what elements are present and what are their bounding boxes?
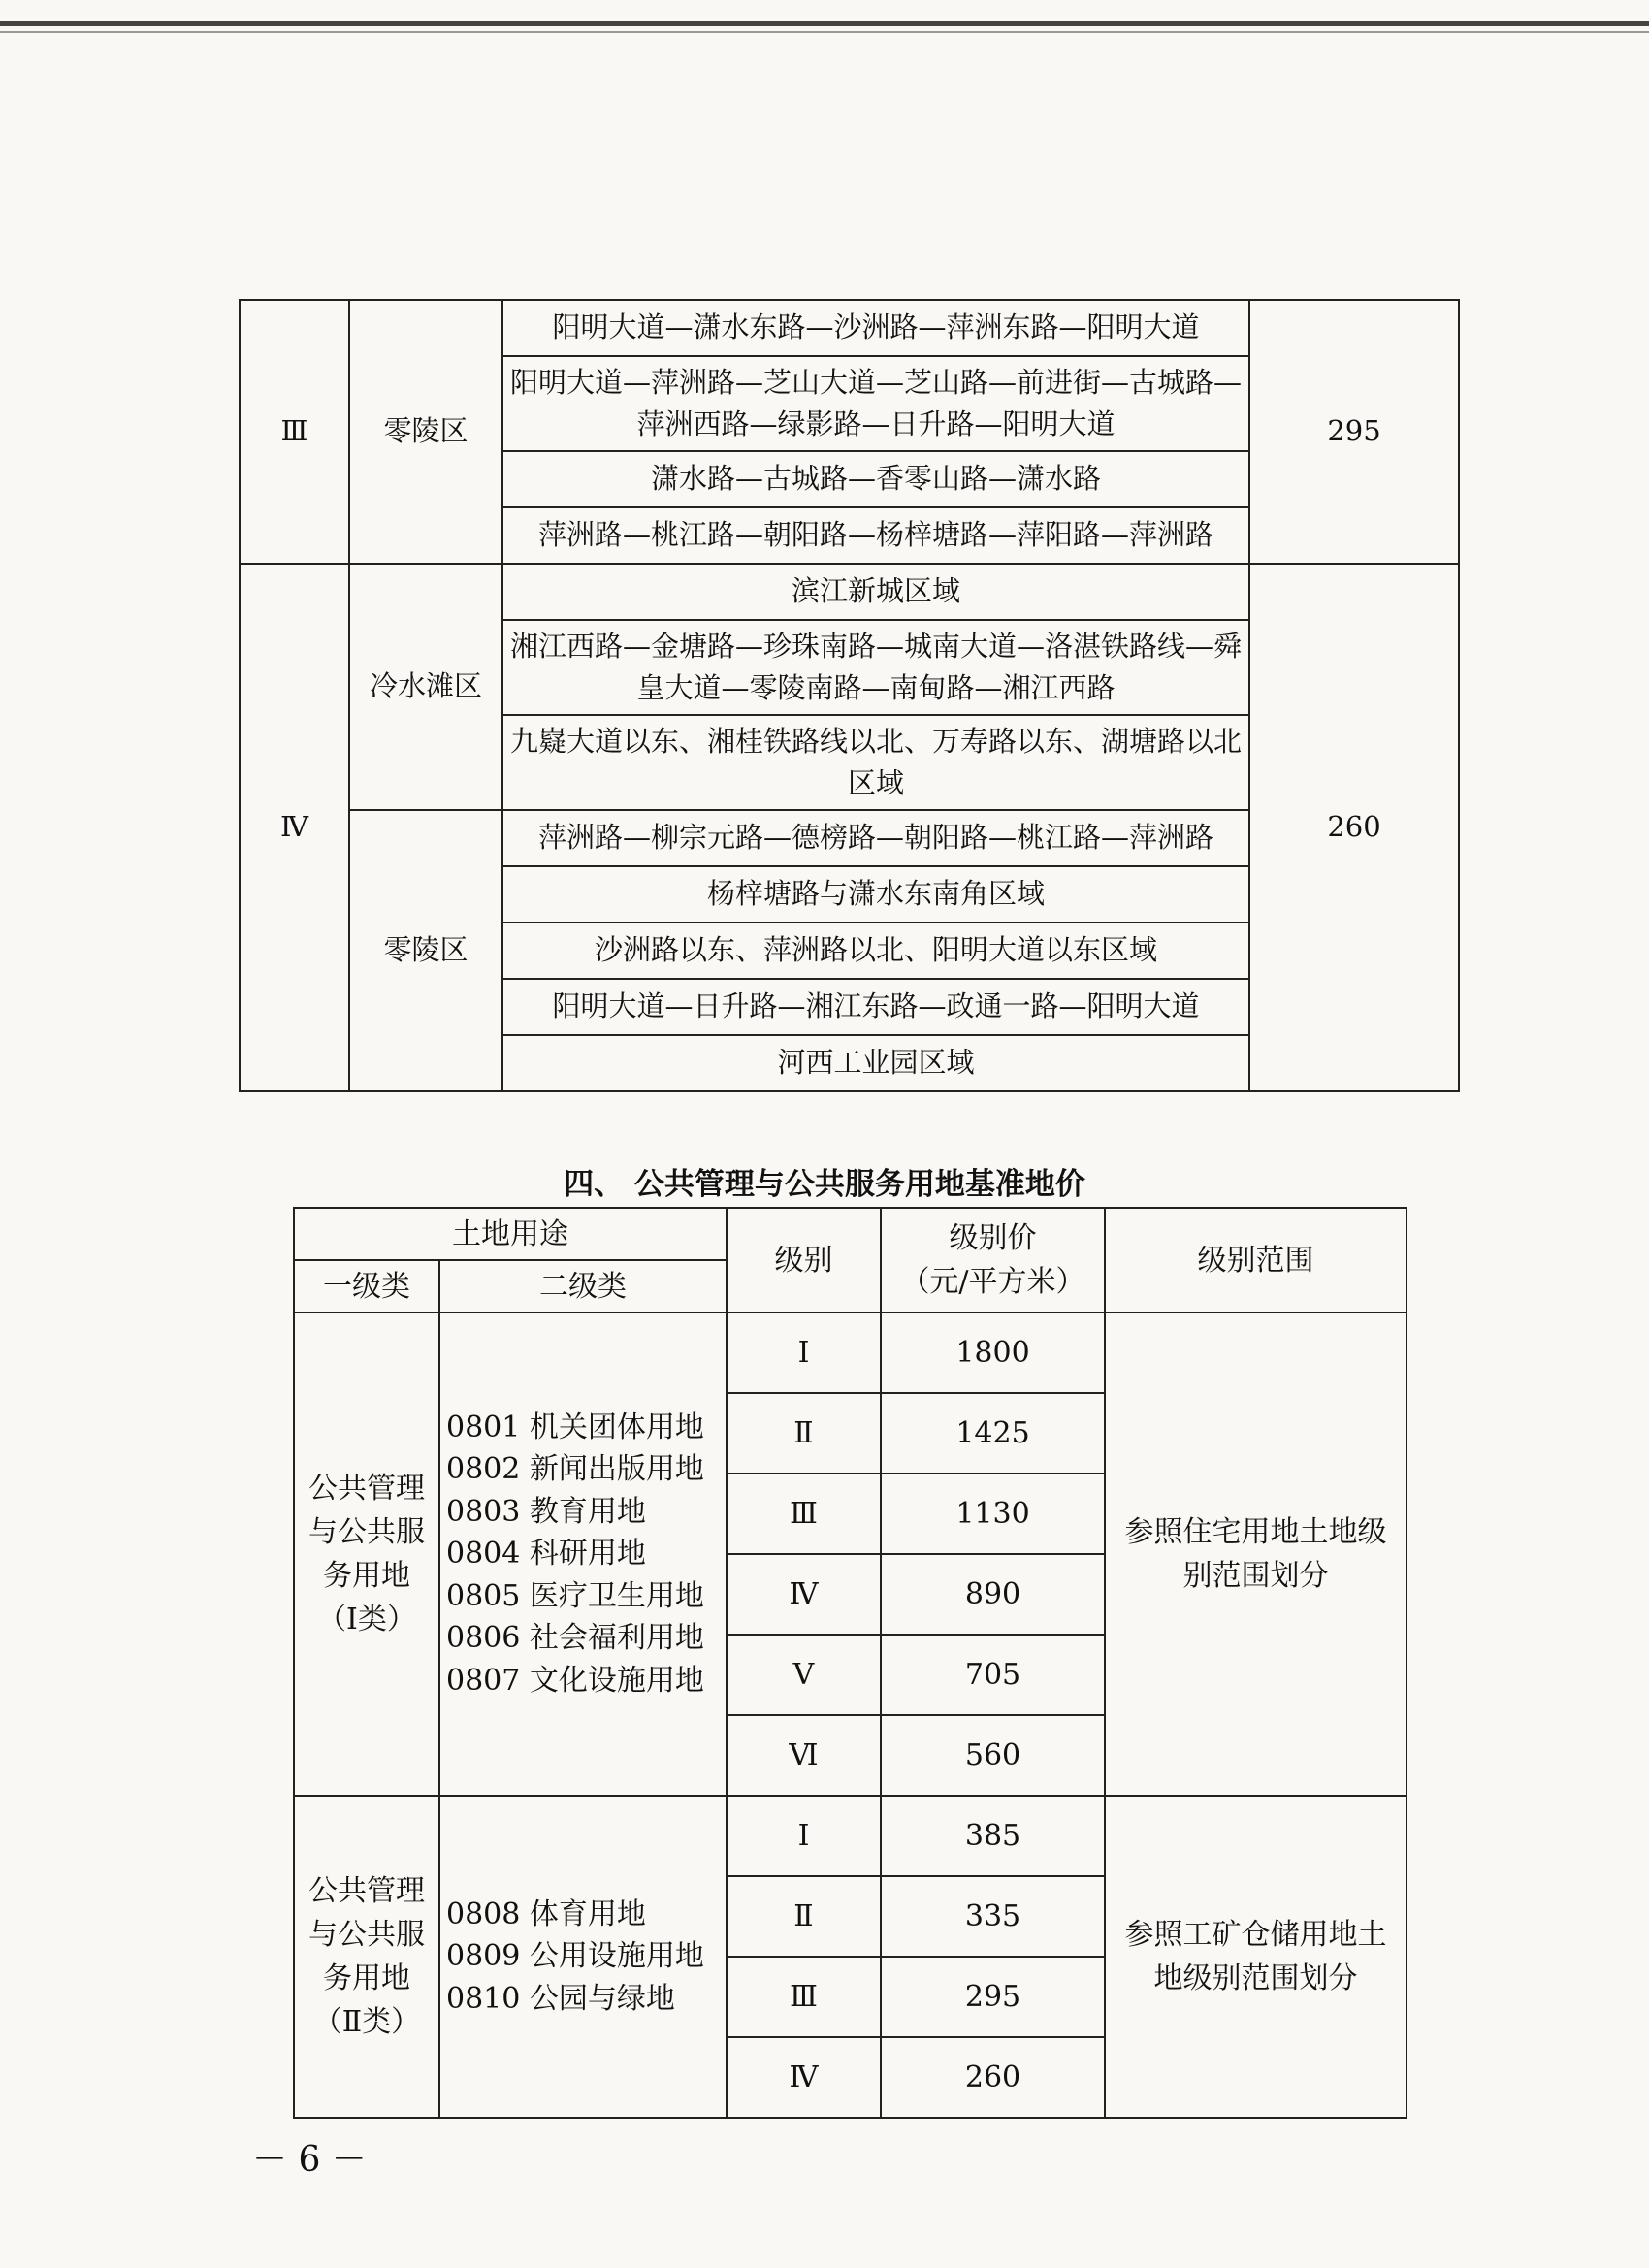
class2-name-cell: [294, 1796, 439, 2118]
class2-name-line: 公共管理: [308, 1874, 425, 1908]
base-price-table: [293, 1207, 1407, 2119]
range-cell: 阳明大道—潇水东路—沙洲路—萍洲东路—阳明大道: [502, 300, 1249, 356]
class1-range-cell: 参照住宅用地土地级别范围划分: [1105, 1312, 1406, 1796]
class2-name-line: （Ⅱ类）: [312, 2005, 421, 2039]
class1-name-line: 与公共服: [308, 1515, 425, 1549]
grade-cell: Ⅲ: [727, 1474, 881, 1554]
table-row: [294, 1312, 1406, 1393]
price-cell: 385: [881, 1796, 1105, 1876]
price-header-line2: （元/平方米）: [900, 1265, 1085, 1299]
subcat-item: 0803 教育用地: [446, 1494, 646, 1529]
subcat-item: 0809 公用设施用地: [446, 1939, 704, 1974]
district-cell: 零陵区: [349, 810, 502, 1091]
range-cell: 潇水路—古城路—香零山路—潇水路: [502, 451, 1249, 507]
price-cell: 295: [881, 1957, 1105, 2037]
subcat-item: 0808 体育用地: [446, 1896, 646, 1931]
range-cell: 沙洲路以东、萍洲路以北、阳明大道以东区域: [502, 923, 1249, 979]
class1-name-cell: [294, 1312, 439, 1796]
district-cell: 零陵区: [349, 300, 502, 564]
subcat-item: 0802 新闻出版用地: [446, 1452, 704, 1487]
range-header: 级别范围: [1105, 1208, 1406, 1312]
price-cell: 1800: [881, 1312, 1105, 1393]
section-title: 四、 公共管理与公共服务用地基准地价: [564, 1167, 1085, 1202]
price-cell: 295: [1249, 300, 1459, 564]
subcat-item: 0806 社会福利用地: [446, 1621, 704, 1656]
range-cell: 萍洲路—柳宗元路—德榜路—朝阳路—桃江路—萍洲路: [502, 810, 1249, 866]
district-cell: 冷水滩区: [349, 564, 502, 810]
range-cell: 滨江新城区域: [502, 564, 1249, 620]
cat1-header: 一级类: [294, 1260, 439, 1312]
range-cell: 杨梓塘路与潇水东南角区域: [502, 866, 1249, 923]
subcat-item: 0804 科研用地: [446, 1537, 646, 1571]
grade-cell: Ⅰ: [727, 1312, 881, 1393]
price-cell: 890: [881, 1554, 1105, 1635]
land-use-header: 土地用途: [294, 1208, 727, 1260]
grade-cell: Ⅳ: [727, 1554, 881, 1635]
class1-name-line: 务用地: [323, 1559, 410, 1593]
price-header-line1: 级别价: [949, 1221, 1037, 1255]
class2-subcats-cell: [439, 1796, 727, 2118]
page-number: － 6 －: [252, 2140, 367, 2180]
class2-range-cell: 参照工矿仓储用地土地级别范围划分: [1105, 1796, 1406, 2118]
scan-top-edge-shadow: [0, 31, 1649, 33]
price-header: [881, 1208, 1105, 1312]
table-row: [240, 564, 1459, 620]
subcat-item: 0805 医疗卫生用地: [446, 1578, 704, 1613]
cat2-header: 二级类: [439, 1260, 727, 1312]
table-row: [240, 300, 1459, 356]
price-cell: 260: [881, 2037, 1105, 2118]
range-cell: 阳明大道—日升路—湘江东路—政通一路—阳明大道: [502, 979, 1249, 1035]
grade-cell: Ⅲ: [727, 1957, 881, 2037]
class1-name-line: （Ⅰ类）: [317, 1603, 416, 1636]
grade-cell: Ⅳ: [727, 2037, 881, 2118]
grade-cell: Ⅳ: [240, 564, 349, 1091]
grade-header: 级别: [727, 1208, 881, 1312]
price-cell: 335: [881, 1876, 1105, 1957]
grade-cell: Ⅱ: [727, 1393, 881, 1474]
grade-range-table: [239, 299, 1460, 1092]
price-cell: 1425: [881, 1393, 1105, 1474]
grade-cell: Ⅰ: [727, 1796, 881, 1876]
grade-cell: Ⅵ: [727, 1715, 881, 1796]
range-cell: 阳明大道—萍洲路—芝山大道—芝山路—前进街—古城路—萍洲西路—绿影路—日升路—阳明大道: [502, 356, 1249, 451]
range-cell: 九嶷大道以东、湘桂铁路线以北、万寿路以东、湖塘路以北区域: [502, 715, 1249, 810]
grade-cell: Ⅱ: [727, 1876, 881, 1957]
price-cell: 260: [1249, 564, 1459, 1091]
price-cell: 705: [881, 1635, 1105, 1715]
class1-name-line: 公共管理: [308, 1472, 425, 1506]
grade-cell: Ⅲ: [240, 300, 349, 564]
class2-name-line: 与公共服: [308, 1918, 425, 1952]
table-row: [294, 1796, 1406, 1876]
range-cell: 湘江西路—金塘路—珍珠南路—城南大道—洛湛铁路线—舜皇大道—零陵南路—南甸路—湘江西路: [502, 620, 1249, 715]
class2-name-line: 务用地: [323, 1961, 410, 1995]
range-cell: 萍洲路—桃江路—朝阳路—杨梓塘路—萍阳路—萍洲路: [502, 507, 1249, 564]
scan-top-edge: [0, 21, 1649, 26]
price-cell: 560: [881, 1715, 1105, 1796]
subcat-item: 0810 公园与绿地: [446, 1981, 675, 2016]
class1-subcats-cell: [439, 1312, 727, 1796]
price-cell: 1130: [881, 1474, 1105, 1554]
range-cell: 河西工业园区域: [502, 1035, 1249, 1091]
subcat-item: 0801 机关团体用地: [446, 1409, 704, 1444]
header-row: [294, 1208, 1406, 1260]
subcat-item: 0807 文化设施用地: [446, 1663, 704, 1698]
grade-cell: Ⅴ: [727, 1635, 881, 1715]
